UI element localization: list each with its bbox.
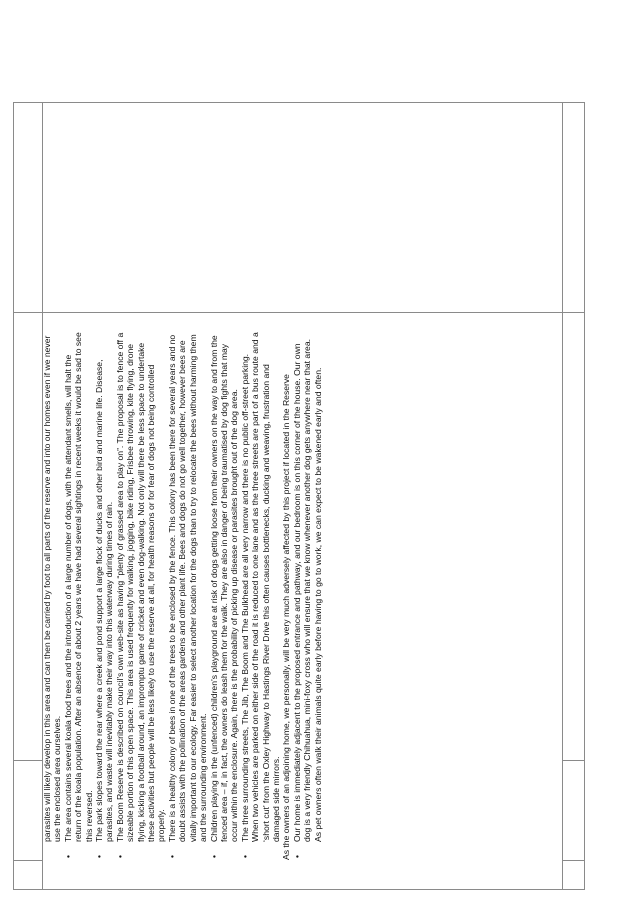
list-item: • The area contains several koala food trees and the introduction of a large number of dogs, with the attendant smells, will halt the return of the koala population. After an absence of about 2 years we have had several sightings in recent weeks it would be sad to see this reversed. <box>62 332 94 858</box>
list-item: • Children playing in the (unfenced) children’s playground are at risk of dogs getting loose from their owners on the way to and from the fenced area – if, in fact, the owners do leash them for the walk. They are also in danger of being traumatised by dog fights that may occur within the enclosure. Again, there is the probability of picking up disease or parasites brought out of the dog area. <box>208 335 240 858</box>
table-row-divider <box>562 860 585 861</box>
bullet-icon: • <box>114 854 125 858</box>
table-row-divider <box>13 312 585 313</box>
rotated-document-text <box>42 330 323 860</box>
owners-paragraph: As the owners of an adjoining home, we personally, will be very much adversely affected by this project if located in the Reserve <box>281 374 292 860</box>
bullet-icon: • <box>208 854 219 858</box>
bullet-icon: • <box>291 854 302 858</box>
list-item: • Our home is immediately adjacent to the proposed entrance and pathway, and our bedroom is on this corner of the house. Our own dog is a very friendly Chihuahua, mini-foxy cross who will ensure that we know whenever another dog gets anywhere near that area. As pet owners often walk their animals quite early before having to go to work, we can expect to be wakened early and often. <box>291 338 323 858</box>
bullet-icon: • <box>62 854 73 858</box>
list-item: • The Boom Reserve is described on council’s own web-site as having “plenty of grassed area to play on”. The proposal is to fence off a sizeable portion of this open space. This area is used frequently for walking, jogging, bike riding, Frisbee throwing, kite flying, drone flying, kicking a football around, an impromptu game of cricket and even dog-walking. Not only will there be less space to undertake these activities but people will be less likely to use the reserve at all, for health reasons or for fear of dogs not being controlled properly. <box>114 332 167 858</box>
list-item: • The park slopes toward the rear where a creek and pond support a large flock of ducks and other bird and marine life. Disease, parasites, and waste will inevitably make their way into this waterway during times of rain. <box>94 359 115 858</box>
first-fragment-text: parasites will likely develop in this area and can then be carried by foot to all parts of the reserve and into our homes even if we never use the enclosed area ourselves. <box>42 335 63 842</box>
list-item <box>42 330 63 842</box>
table-row-divider <box>13 860 42 861</box>
table-column-divider <box>562 102 563 890</box>
table-row-divider <box>13 760 42 761</box>
bullet-icon: • <box>239 854 250 858</box>
list-item: • The three surrounding streets, The Jib, The Boom and The Bulkhead are all very narrow and there is no public off-street parking. When two vehicles are parked on either side of the road it is reduced to one lane and as the three streets are part of a bus route and a ‘short cut’ from the Oxley Highway to Hastings River Drive this often causes bottlenecks, ducking and weaving, frustration and damaged side mirrors. <box>239 332 281 858</box>
list-item: • There is a healthy colony of bees in one of the trees to be enclosed by the fence. This colony has been there for several years and no doubt assists with the pollination of the areas gardens and other plant life. Bees and dogs do not go well together, however bees are vitally important to our ecology. Far easier to select another location for the dogs than to try to relocate the bees without harming them and the surrounding environment. <box>166 334 209 858</box>
bullet-icon: • <box>94 854 105 858</box>
bullet-list <box>292 330 323 860</box>
bullet-icon: • <box>166 854 177 858</box>
table-row-divider <box>562 760 585 761</box>
bullet-list <box>42 330 281 860</box>
